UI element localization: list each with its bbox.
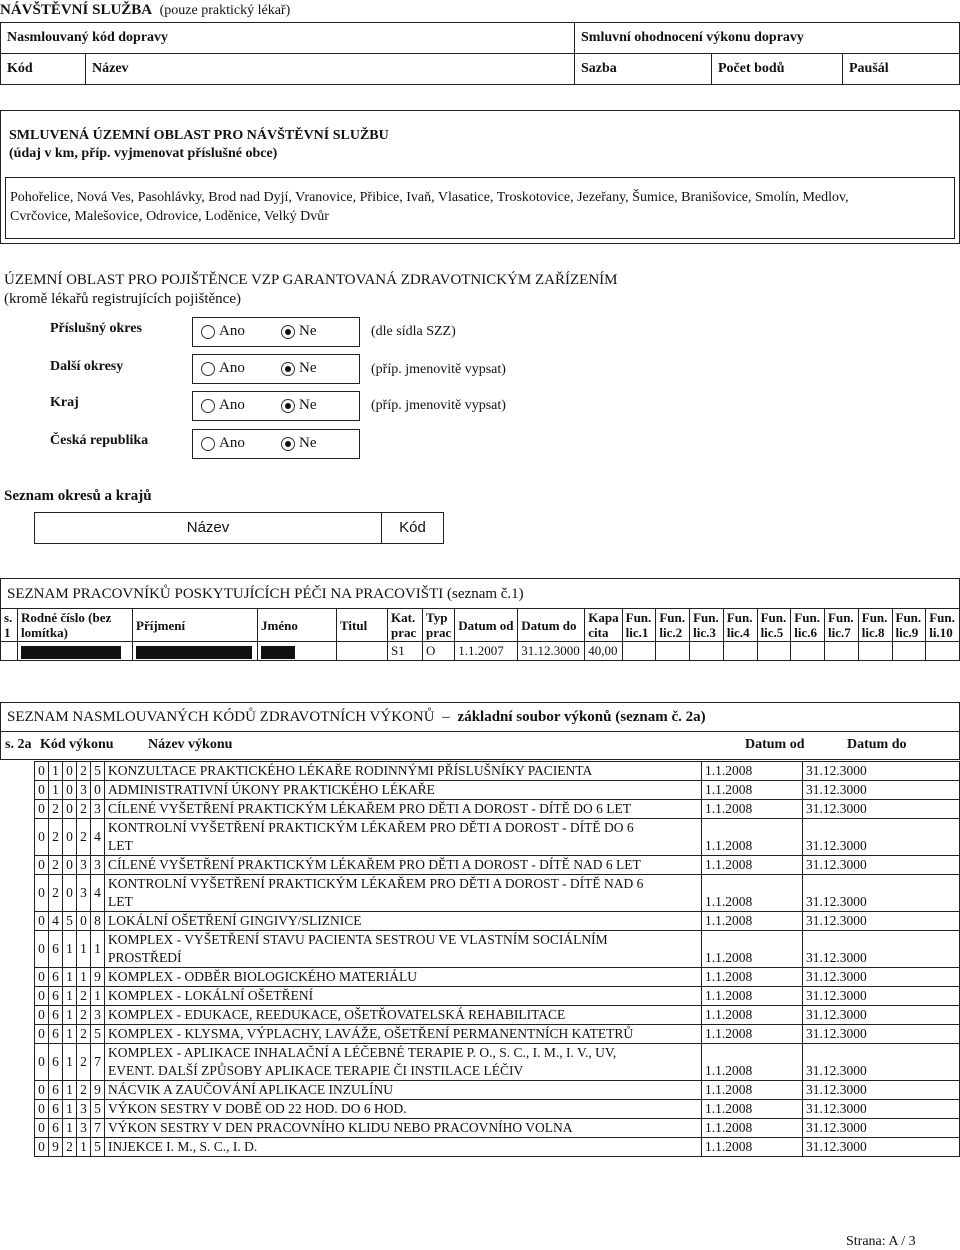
staff-col-fun2: Fun. lic.2 [656, 609, 690, 642]
code-row [35, 912, 960, 931]
staff-row-s [1, 642, 18, 661]
staff-row-fun9 [892, 642, 926, 661]
staff-col-first-name: Jméno [258, 609, 337, 642]
transport-code-heading: Nasmlouvaný kód dopravy [1, 23, 575, 54]
code-date-to: 31.12.3000 [803, 968, 960, 987]
radio-ano-label: Ano [219, 323, 245, 339]
code-name-cell [105, 819, 702, 856]
transport-header-table [0, 22, 960, 85]
code-digit: 1 [63, 1100, 77, 1119]
staff-col-capacity: Kapa cita [585, 609, 622, 642]
code-name-cell [105, 1025, 702, 1044]
staff-heading: SEZNAM PRACOVNÍKŮ POSKYTUJÍCÍCH PÉČI NA PRACOVIŠTI (seznam č.1) [7, 586, 524, 602]
code-digit: 2 [77, 819, 91, 856]
staff-table [0, 608, 960, 661]
code-digit: 3 [77, 875, 91, 912]
staff-col-fun6: Fun. lic.6 [791, 609, 825, 642]
code-name-cell [105, 1100, 702, 1119]
code-row [35, 1006, 960, 1025]
code-name-cell [105, 762, 702, 781]
code-digit: 0 [35, 800, 49, 819]
col-flat-fee: Paušál [843, 54, 960, 85]
code-digit: 8 [91, 912, 105, 931]
code-name: CÍLENÉ VYŠETŘENÍ PRAKTICKÝM LÉKAŘEM PRO DĚTI A DOROST - DÍTĚ NAD 6 LET [108, 857, 641, 872]
code-name-cell [105, 931, 702, 968]
code-name-cell [105, 781, 702, 800]
code-digit: 3 [77, 1119, 91, 1138]
district-list-heading: Seznam okresů a krajů [4, 488, 152, 504]
staff-col-title: Titul [337, 609, 388, 642]
col-points: Počet bodů [712, 54, 843, 85]
code-name: KOMPLEX - ODBĚR BIOLOGICKÉHO MATERIÁLU [108, 969, 417, 984]
code-date-from: 1.1.2008 [702, 1081, 803, 1100]
redacted-surname [136, 646, 252, 659]
code-row [35, 1100, 960, 1119]
radio-ne-district[interactable] [281, 325, 295, 339]
code-digit: 0 [35, 819, 49, 856]
code-digit: 2 [49, 819, 63, 856]
staff-row-category: S1 [388, 642, 423, 661]
code-digit: 1 [63, 1119, 77, 1138]
code-digit: 2 [77, 1006, 91, 1025]
radio-ne-czech-republic[interactable] [281, 437, 295, 451]
code-digit: 0 [35, 1100, 49, 1119]
code-row [35, 987, 960, 1006]
code-date-to: 31.12.3000 [803, 1100, 960, 1119]
codes-header-row [0, 732, 960, 760]
code-digit: 2 [77, 987, 91, 1006]
code-digit: 2 [77, 1081, 91, 1100]
code-digit: 9 [91, 1081, 105, 1100]
towns-line1: Pohořelice, Nová Ves, Pasohlávky, Brod nad Dyjí, Vranovice, Přibice, Ivaň, Vlasatice, Troskotovice, Jezeřany, Šumice, Branišovice, Smolín, Medlov, [10, 190, 849, 205]
staff-col-fun8: Fun. lic.8 [858, 609, 892, 642]
staff-col-fun5: Fun. lic.5 [757, 609, 791, 642]
staff-row-type: O [423, 642, 455, 661]
code-digit: 3 [91, 800, 105, 819]
codes-col-date-to: Datum do [847, 737, 907, 752]
transport-value-heading: Smluvní ohodnocení výkonu dopravy [575, 23, 960, 54]
radio-ne-label: Ne [299, 397, 317, 413]
code-name-cell [105, 875, 702, 912]
code-digit: 4 [91, 819, 105, 856]
code-date-to: 31.12.3000 [803, 819, 960, 856]
code-name: KOMPLEX - LOKÁLNÍ OŠETŘENÍ [108, 988, 314, 1003]
contract-area-heading-line1: SMLUVENÁ ÚZEMNÍ OBLAST PRO NÁVŠTĚVNÍ SLUŽBU [9, 128, 389, 143]
redacted-birth-number [21, 646, 121, 659]
code-name-cell [105, 1138, 702, 1157]
col-rate: Sazba [575, 54, 712, 85]
code-digit: 5 [91, 762, 105, 781]
code-name: CÍLENÉ VYŠETŘENÍ PRAKTICKÝM LÉKAŘEM PRO DĚTI A DOROST - DÍTĚ DO 6 LET [108, 801, 631, 816]
code-name: KOMPLEX - APLIKACE INHALAČNÍ A LÉČEBNÉ TERAPIE P. O., S. C., I. M., I. V., UV, [108, 1045, 617, 1060]
staff-row-fun7 [825, 642, 859, 661]
staff-col-date-from: Datum od [455, 609, 518, 642]
codes-heading-main: SEZNAM NASMLOUVANÝCH KÓDŮ ZDRAVOTNÍCH VÝKONŮ [7, 709, 435, 725]
code-date-from: 1.1.2008 [702, 856, 803, 875]
code-digit: 5 [91, 1025, 105, 1044]
codes-col-s: s. 2a [5, 737, 32, 752]
radio-ano-label: Ano [219, 435, 245, 451]
staff-col-s: s. 1 [1, 609, 18, 642]
code-row [35, 800, 960, 819]
code-row [35, 781, 960, 800]
code-date-from: 1.1.2008 [702, 1006, 803, 1025]
code-name-cell [105, 987, 702, 1006]
codes-col-code: Kód výkonu [40, 737, 114, 752]
code-digit: 4 [91, 875, 105, 912]
staff-row-fun2 [656, 642, 690, 661]
code-digit: 0 [63, 781, 77, 800]
radio-ne-label: Ne [299, 323, 317, 339]
code-name: KONTROLNÍ VYŠETŘENÍ PRAKTICKÝM LÉKAŘEM PRO DĚTI A DOROST - DÍTĚ NAD 6 [108, 876, 644, 891]
code-date-from: 1.1.2008 [702, 968, 803, 987]
code-name-cell [105, 856, 702, 875]
staff-row [1, 642, 960, 661]
code-date-to: 31.12.3000 [803, 1044, 960, 1081]
staff-row-capacity: 40,00 [585, 642, 622, 661]
code-name-cell [105, 800, 702, 819]
code-date-to: 31.12.3000 [803, 987, 960, 1006]
codes-col-date-from: Datum od [745, 737, 805, 752]
radio-group-other-districts [192, 354, 360, 384]
staff-row-fun4 [723, 642, 757, 661]
code-row [35, 819, 960, 856]
code-digit: 1 [77, 1138, 91, 1157]
note-district: (dle sídla SZZ) [371, 324, 456, 339]
label-other-districts: Další okresy [50, 359, 124, 374]
page-number: Strana: A / 3 [846, 1234, 916, 1249]
code-digit: 2 [77, 762, 91, 781]
guaranteed-heading-line1: ÚZEMNÍ OBLAST PRO POJIŠTĚNCE VZP GARANTOVANÁ ZDRAVOTNICKÝM ZAŘÍZENÍM [4, 272, 618, 288]
code-name: NÁCVIK A ZAUČOVÁNÍ APLIKACE INZULÍNU [108, 1082, 393, 1097]
code-digit: 3 [77, 781, 91, 800]
codes-heading: SEZNAM NASMLOUVANÝCH KÓDŮ ZDRAVOTNÍCH VÝKONŮ – základní soubor výkonů (seznam č. 2a) [7, 709, 706, 725]
code-date-from: 1.1.2008 [702, 781, 803, 800]
staff-row-fun6 [791, 642, 825, 661]
code-digit: 0 [35, 987, 49, 1006]
staff-row-fun3 [690, 642, 724, 661]
radio-ano-czech-republic[interactable] [201, 437, 215, 451]
code-date-to: 31.12.3000 [803, 1025, 960, 1044]
code-name-cell [105, 1006, 702, 1025]
code-date-from: 1.1.2008 [702, 800, 803, 819]
code-date-to: 31.12.3000 [803, 781, 960, 800]
code-digit: 0 [35, 931, 49, 968]
code-name-cell [105, 968, 702, 987]
staff-row-birth-number [18, 642, 133, 661]
code-name-cont: PROSTŘEDÍ [108, 950, 182, 965]
radio-ne-label: Ne [299, 360, 317, 376]
code-name: ADMINISTRATIVNÍ ÚKONY PRAKTICKÉHO LÉKAŘE [108, 782, 435, 797]
code-digit: 1 [63, 1044, 77, 1081]
district-code-header: Kód [381, 512, 444, 544]
code-name-cell [105, 1081, 702, 1100]
code-date-to: 31.12.3000 [803, 1081, 960, 1100]
code-digit: 6 [49, 1025, 63, 1044]
code-digit: 0 [35, 1119, 49, 1138]
code-digit: 2 [49, 800, 63, 819]
col-code: Kód [1, 54, 86, 85]
code-date-from: 1.1.2008 [702, 1138, 803, 1157]
radio-group-district [192, 317, 360, 347]
code-date-to: 31.12.3000 [803, 1138, 960, 1157]
code-digit: 1 [63, 1081, 77, 1100]
towns-field[interactable] [5, 177, 955, 239]
code-digit: 1 [63, 968, 77, 987]
code-row [35, 875, 960, 912]
staff-row-date-to: 31.12.3000 [518, 642, 585, 661]
district-name-header: Název [34, 512, 382, 544]
code-digit: 0 [35, 968, 49, 987]
code-name: VÝKON SESTRY V DOBĚ OD 22 HOD. DO 6 HOD. [108, 1101, 407, 1116]
code-digit: 1 [77, 968, 91, 987]
code-row [35, 968, 960, 987]
code-digit: 1 [49, 781, 63, 800]
code-date-from: 1.1.2008 [702, 987, 803, 1006]
code-digit: 7 [91, 1044, 105, 1081]
code-date-to: 31.12.3000 [803, 1006, 960, 1025]
code-digit: 1 [63, 1025, 77, 1044]
code-name: KOMPLEX - KLYSMA, VÝPLACHY, LAVÁŽE, OŠETŘENÍ PERMANENTNÍCH KATETRŮ [108, 1026, 634, 1041]
code-digit: 0 [63, 856, 77, 875]
staff-col-fun9: Fun. lic.9 [892, 609, 926, 642]
code-name-cell [105, 912, 702, 931]
code-name: KONTROLNÍ VYŠETŘENÍ PRAKTICKÝM LÉKAŘEM PRO DĚTI A DOROST - DÍTĚ DO 6 [108, 820, 634, 835]
code-date-to: 31.12.3000 [803, 931, 960, 968]
code-row [35, 762, 960, 781]
code-date-from: 1.1.2008 [702, 1025, 803, 1044]
code-digit: 0 [63, 762, 77, 781]
code-digit: 0 [35, 1138, 49, 1157]
code-digit: 1 [63, 931, 77, 968]
code-name-cont: EVENT. DALŠÍ ZPŮSOBY APLIKACE TERAPIE ČI INSTILACE LÉČIV [108, 1063, 524, 1078]
code-digit: 0 [35, 912, 49, 931]
radio-ano-other-districts[interactable] [201, 362, 215, 376]
code-digit: 0 [63, 800, 77, 819]
code-digit: 2 [77, 800, 91, 819]
radio-ano-label: Ano [219, 397, 245, 413]
staff-col-fun10: Fun. li.10 [926, 609, 960, 642]
code-name: KOMPLEX - EDUKACE, REEDUKACE, OŠETŘOVATELSKÁ REHABILITACE [108, 1007, 566, 1022]
codes-table [34, 761, 960, 1157]
code-name-cont: LET [108, 894, 133, 909]
code-digit: 5 [63, 912, 77, 931]
code-digit: 6 [49, 1006, 63, 1025]
col-name: Název [86, 54, 575, 85]
code-date-to: 31.12.3000 [803, 875, 960, 912]
code-digit: 6 [49, 1044, 63, 1081]
code-date-to: 31.12.3000 [803, 1119, 960, 1138]
page-title [0, 2, 290, 19]
code-digit: 0 [35, 856, 49, 875]
staff-col-fun3: Fun. lic.3 [690, 609, 724, 642]
code-digit: 9 [49, 1138, 63, 1157]
code-digit: 6 [49, 968, 63, 987]
contract-area-heading [9, 127, 389, 163]
code-digit: 0 [35, 1044, 49, 1081]
staff-header-row [1, 609, 960, 642]
code-digit: 3 [77, 856, 91, 875]
code-digit: 3 [77, 1100, 91, 1119]
code-digit: 1 [49, 762, 63, 781]
code-digit: 0 [35, 875, 49, 912]
code-digit: 0 [35, 1006, 49, 1025]
codes-heading-box [0, 702, 960, 732]
code-digit: 2 [63, 1138, 77, 1157]
code-row [35, 1081, 960, 1100]
staff-col-category: Kat. prac [388, 609, 423, 642]
code-digit: 1 [63, 1006, 77, 1025]
code-date-from: 1.1.2008 [702, 762, 803, 781]
code-name: INJEKCE I. M., S. C., I. D. [108, 1139, 258, 1154]
code-name-cont: LET [108, 838, 133, 853]
code-date-from: 1.1.2008 [702, 1119, 803, 1138]
code-row [35, 1025, 960, 1044]
code-digit: 3 [91, 1006, 105, 1025]
code-digit: 0 [63, 875, 77, 912]
radio-ano-district[interactable] [201, 325, 215, 339]
code-digit: 9 [91, 968, 105, 987]
contract-area-heading-line2: (údaj v km, příp. vyjmenovat příslušné obce) [9, 146, 278, 161]
code-date-to: 31.12.3000 [803, 912, 960, 931]
code-name: KONZULTACE PRAKTICKÉHO LÉKAŘE RODINNÝMI PŘÍSLUŠNÍKY PACIENTA [108, 763, 593, 778]
label-czech-republic: Česká republika [50, 433, 149, 448]
code-row [35, 856, 960, 875]
code-row [35, 1044, 960, 1081]
code-date-from: 1.1.2008 [702, 912, 803, 931]
code-date-to: 31.12.3000 [803, 856, 960, 875]
staff-row-fun10 [926, 642, 960, 661]
codes-col-name: Název výkonu [148, 737, 233, 752]
radio-ne-label: Ne [299, 435, 317, 451]
title-sub: (pouze praktický lékař) [159, 3, 291, 18]
staff-col-fun4: Fun. lic.4 [723, 609, 757, 642]
code-digit: 6 [49, 1100, 63, 1119]
code-digit: 1 [91, 987, 105, 1006]
radio-ne-other-districts[interactable] [281, 362, 295, 376]
code-date-from: 1.1.2008 [702, 931, 803, 968]
radio-ano-label: Ano [219, 360, 245, 376]
code-digit: 0 [35, 1025, 49, 1044]
staff-row-date-from: 1.1.2007 [455, 642, 518, 661]
code-name: LOKÁLNÍ OŠETŘENÍ GINGIVY/SLIZNICE [108, 913, 362, 928]
code-digit: 5 [91, 1138, 105, 1157]
code-digit: 0 [35, 1081, 49, 1100]
code-digit: 2 [77, 1025, 91, 1044]
towns-line2: Cvrčovice, Malešovice, Odrovice, Loděnice, Velký Dvůr [10, 209, 329, 224]
code-digit: 1 [63, 987, 77, 1006]
staff-row-first-name [258, 642, 337, 661]
codes-heading-sub: základní soubor výkonů (seznam č. 2a) [457, 709, 706, 725]
guaranteed-heading-line2: (kromě lékařů registrujících pojištěnce) [4, 291, 241, 307]
code-digit: 6 [49, 1119, 63, 1138]
radio-group-region [192, 391, 360, 421]
label-region: Kraj [50, 395, 79, 410]
code-row [35, 1119, 960, 1138]
code-digit: 2 [49, 875, 63, 912]
staff-row-title [337, 642, 388, 661]
staff-col-surname: Příjmení [133, 609, 258, 642]
code-digit: 0 [77, 912, 91, 931]
note-region: (příp. jmenovitě vypsat) [371, 398, 506, 413]
staff-heading-box [0, 578, 960, 609]
code-digit: 4 [49, 912, 63, 931]
code-row [35, 931, 960, 968]
staff-row-fun1 [622, 642, 656, 661]
radio-ano-region[interactable] [201, 399, 215, 413]
code-digit: 0 [91, 781, 105, 800]
staff-row-surname [133, 642, 258, 661]
code-date-from: 1.1.2008 [702, 819, 803, 856]
staff-col-type: Typ prac [423, 609, 455, 642]
code-digit: 6 [49, 1081, 63, 1100]
code-digit: 0 [63, 819, 77, 856]
staff-col-fun7: Fun. lic.7 [825, 609, 859, 642]
code-date-from: 1.1.2008 [702, 1044, 803, 1081]
contract-area-box [0, 110, 960, 244]
code-name-cell [105, 1119, 702, 1138]
code-digit: 3 [91, 856, 105, 875]
staff-col-fun1: Fun. lic.1 [622, 609, 656, 642]
radio-ne-region[interactable] [281, 399, 295, 413]
radio-group-czech-republic [192, 429, 360, 459]
staff-row-fun8 [858, 642, 892, 661]
redacted-first-name [261, 646, 295, 659]
title-main: NÁVŠTĚVNÍ SLUŽBA [0, 2, 153, 18]
code-row [35, 1138, 960, 1157]
code-name-cell [105, 1044, 702, 1081]
guaranteed-area-heading [4, 271, 618, 309]
label-district: Příslušný okres [50, 321, 142, 336]
code-digit: 1 [91, 931, 105, 968]
code-digit: 6 [49, 931, 63, 968]
code-digit: 2 [77, 1044, 91, 1081]
code-digit: 0 [35, 781, 49, 800]
code-digit: 6 [49, 987, 63, 1006]
code-digit: 0 [35, 762, 49, 781]
staff-row-fun5 [757, 642, 791, 661]
staff-col-birth-number: Rodné číslo (bez lomítka) [18, 609, 133, 642]
note-other-districts: (příp. jmenovitě vypsat) [371, 362, 506, 377]
code-date-to: 31.12.3000 [803, 762, 960, 781]
code-digit: 2 [49, 856, 63, 875]
code-digit: 5 [91, 1100, 105, 1119]
code-digit: 7 [91, 1119, 105, 1138]
code-date-from: 1.1.2008 [702, 1100, 803, 1119]
code-name: VÝKON SESTRY V DEN PRACOVNÍHO KLIDU NEBO PRACOVNÍHO VOLNA [108, 1120, 573, 1135]
code-date-to: 31.12.3000 [803, 800, 960, 819]
code-digit: 1 [77, 931, 91, 968]
code-name: KOMPLEX - VYŠETŘENÍ STAVU PACIENTA SESTROU VE VLASTNÍM SOCIÁLNÍM [108, 932, 608, 947]
code-date-from: 1.1.2008 [702, 875, 803, 912]
staff-col-date-to: Datum do [518, 609, 585, 642]
